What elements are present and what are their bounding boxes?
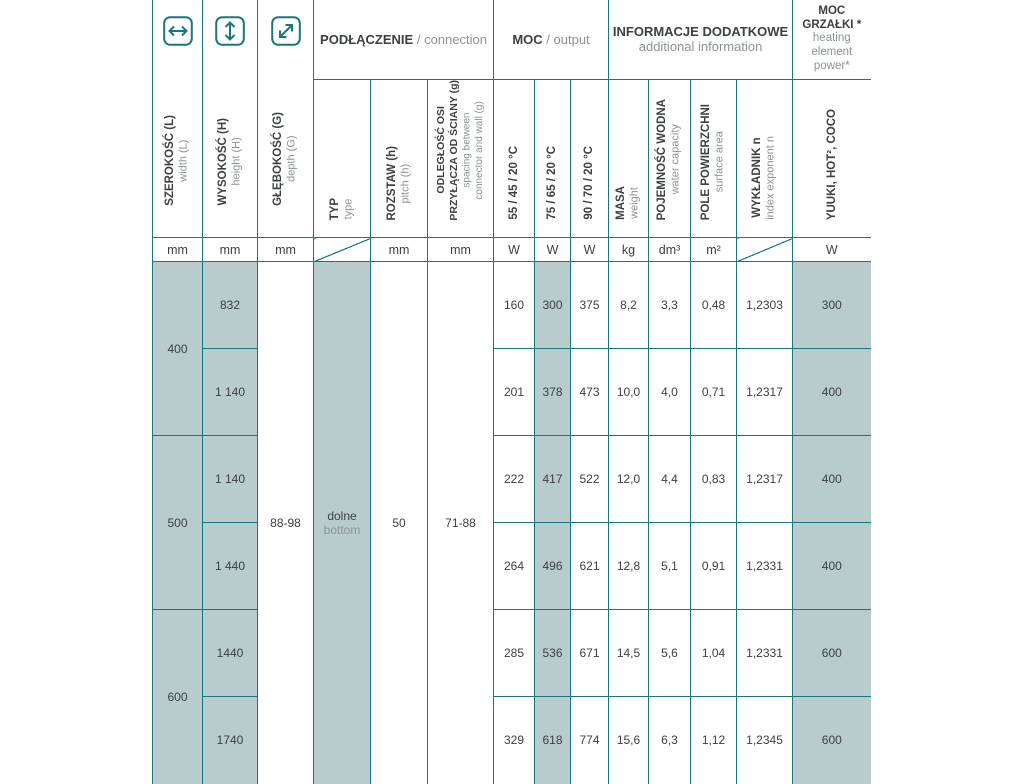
unit-spacing: mm [428, 238, 494, 262]
mass-cell: 15,6 [609, 697, 649, 784]
water-label-pl: POJEMNOŚĆ WODNA [656, 98, 669, 221]
unit-width: mm [153, 238, 203, 262]
spacing-label-en-2: connector and wall (g) [473, 100, 485, 199]
output75-cell: 378 [535, 349, 571, 436]
additional-info-group-header [609, 0, 793, 79]
pitch-label-en: pitch (h) [399, 162, 412, 203]
output75-cell: 618 [535, 697, 571, 784]
type-value-en: bottom [323, 522, 361, 537]
depth-column-label [271, 112, 299, 206]
exponent-cell: 1,2345 [737, 697, 793, 784]
width-label-pl: SZEROKOŚĆ (L) [164, 115, 177, 206]
height-column-label [216, 118, 244, 206]
height-cell: 1 440 [203, 523, 258, 610]
exponent-cell: 1,2331 [737, 523, 793, 610]
depth-column-header [258, 0, 314, 238]
water-cell: 4,0 [649, 349, 691, 436]
output55-cell: 329 [494, 697, 535, 784]
unit-output55: W [494, 238, 535, 262]
heater-models-label: YUUKI, HOT², COCO [825, 108, 838, 221]
height-cell: 1 140 [203, 349, 258, 436]
exponent-cell: 1,2331 [737, 610, 793, 697]
output55-cell: 264 [494, 523, 535, 610]
spacing-label-pl-1: ODLEGŁOŚĆ OSI [434, 106, 447, 194]
output90-cell: 473 [571, 349, 609, 436]
water-label-en: water capacity [669, 124, 682, 195]
mass-cell: 12,0 [609, 436, 649, 523]
exponent-label-en: index exponent n [764, 136, 777, 221]
output-75-label: 75 / 65 / 20 °C [546, 146, 559, 221]
type-column-label [314, 79, 371, 238]
connection-group-pl: PODŁĄCZENIE [320, 31, 414, 47]
pitch-label-pl: ROZSTAW (h) [385, 145, 398, 221]
exponent-cell: 1,2303 [737, 262, 793, 349]
output55-cell: 201 [494, 349, 535, 436]
unit-water: dm³ [649, 238, 691, 262]
spec-table [152, 0, 871, 784]
type-label-en: type [342, 198, 355, 220]
unit-type-diagonal [314, 238, 371, 262]
pitch-value-cell: 50 [371, 262, 428, 784]
width-400-cell: 400 [153, 262, 203, 436]
width-column-label [163, 115, 191, 206]
heating-power-group-en: heating element power* [811, 32, 853, 72]
unit-depth: mm [258, 238, 314, 262]
area-cell: 0,71 [691, 349, 737, 436]
unit-height: mm [203, 238, 258, 262]
output75-cell: 417 [535, 436, 571, 523]
spacing-column-label [428, 79, 494, 238]
mass-label-pl: MASA [615, 186, 628, 221]
area-cell: 1,12 [691, 697, 737, 784]
mass-cell: 12,8 [609, 523, 649, 610]
water-cell: 3,3 [649, 262, 691, 349]
output55-cell: 285 [494, 610, 535, 697]
unit-exponent-diagonal [737, 238, 793, 262]
water-cell: 5,6 [649, 610, 691, 697]
area-cell: 0,83 [691, 436, 737, 523]
connection-group-en: / connection [416, 31, 487, 47]
mass-cell: 8,2 [609, 262, 649, 349]
pitch-column-label [371, 79, 428, 238]
additional-info-group-pl: INFORMACJE DODATKOWE [612, 24, 789, 40]
height-label-pl: WYSOKOŚĆ (H) [216, 118, 229, 206]
spacing-label-pl-2: PRZYŁĄCZA OD ŚCIANY (g) [448, 79, 460, 221]
connection-group-header [314, 0, 494, 79]
water-cell: 6,3 [649, 697, 691, 784]
output55-cell: 160 [494, 262, 535, 349]
output75-cell: 536 [535, 610, 571, 697]
output75-cell: 496 [535, 523, 571, 610]
area-cell: 1,04 [691, 610, 737, 697]
width-600-cell: 600 [153, 610, 203, 784]
heater-power-cell: 400 [793, 523, 871, 610]
additional-info-group-en: additional information [638, 39, 763, 55]
exponent-column-label [737, 79, 793, 238]
heating-power-group-pl: MOC GRZAŁKI * [802, 5, 862, 31]
type-value-pl: dolne [327, 508, 357, 523]
vertical-double-arrow-icon [215, 16, 245, 46]
mass-label-en: weight [628, 187, 641, 220]
heater-power-cell: 400 [793, 349, 871, 436]
type-value-cell [314, 262, 371, 784]
output-group-en: / output [546, 31, 590, 47]
horizontal-double-arrow-icon [163, 16, 193, 46]
height-label-en: height (H) [230, 138, 243, 187]
exponent-label-pl: WYKŁADNIK n [751, 137, 764, 219]
unit-pitch: mm [371, 238, 428, 262]
height-cell: 1 140 [203, 436, 258, 523]
output90-cell: 375 [571, 262, 609, 349]
output-55-label: 55 / 45 / 20 °C [507, 146, 520, 221]
output-group-pl: MOC [512, 31, 543, 47]
heater-power-cell: 400 [793, 436, 871, 523]
heating-power-group-header [793, 0, 871, 79]
depth-value-cell: 88-98 [258, 262, 314, 784]
depth-label-pl: GŁĘBOKOŚĆ (G) [272, 112, 285, 206]
unit-heater: W [793, 238, 871, 262]
output-90-column-label [571, 79, 609, 238]
height-cell: 1740 [203, 697, 258, 784]
heater-models-column-label [793, 79, 871, 238]
unit-mass: kg [609, 238, 649, 262]
output90-cell: 671 [571, 610, 609, 697]
mass-cell: 10,0 [609, 349, 649, 436]
unit-area: m² [691, 238, 737, 262]
height-column-header [203, 0, 258, 238]
spacing-value-cell: 71-88 [428, 262, 494, 784]
width-column-header [153, 0, 203, 238]
spacing-label-en-1: spacing between [461, 112, 473, 188]
output90-cell: 621 [571, 523, 609, 610]
output-group-header [494, 0, 609, 79]
type-label-pl: TYP [328, 197, 341, 221]
water-cell: 5,1 [649, 523, 691, 610]
diagonal-double-arrow-icon [271, 16, 301, 46]
output90-cell: 774 [571, 697, 609, 784]
depth-label-en: depth (G) [285, 135, 298, 183]
area-cell: 0,48 [691, 262, 737, 349]
water-cell: 4,4 [649, 436, 691, 523]
exponent-cell: 1,2317 [737, 436, 793, 523]
mass-cell: 14,5 [609, 610, 649, 697]
surface-area-column-label [691, 79, 737, 238]
output-90-label: 90 / 70 / 20 °C [583, 146, 596, 221]
area-label-en: surface area [713, 131, 726, 193]
exponent-cell: 1,2317 [737, 349, 793, 436]
output55-cell: 222 [494, 436, 535, 523]
width-label-en: width (L) [177, 139, 190, 182]
heater-power-cell: 300 [793, 262, 871, 349]
area-label-pl: POLE POWIERZCHNI [700, 103, 713, 221]
width-500-cell: 500 [153, 436, 203, 610]
unit-output90: W [571, 238, 609, 262]
output-55-column-label [494, 79, 535, 238]
mass-column-label [609, 79, 649, 238]
output75-cell: 300 [535, 262, 571, 349]
unit-output75: W [535, 238, 571, 262]
area-cell: 0,91 [691, 523, 737, 610]
heater-power-cell: 600 [793, 610, 871, 697]
height-cell: 832 [203, 262, 258, 349]
height-cell: 1440 [203, 610, 258, 697]
water-capacity-column-label [649, 79, 691, 238]
output-75-column-label [535, 79, 571, 238]
output90-cell: 522 [571, 436, 609, 523]
heater-power-cell: 600 [793, 697, 871, 784]
